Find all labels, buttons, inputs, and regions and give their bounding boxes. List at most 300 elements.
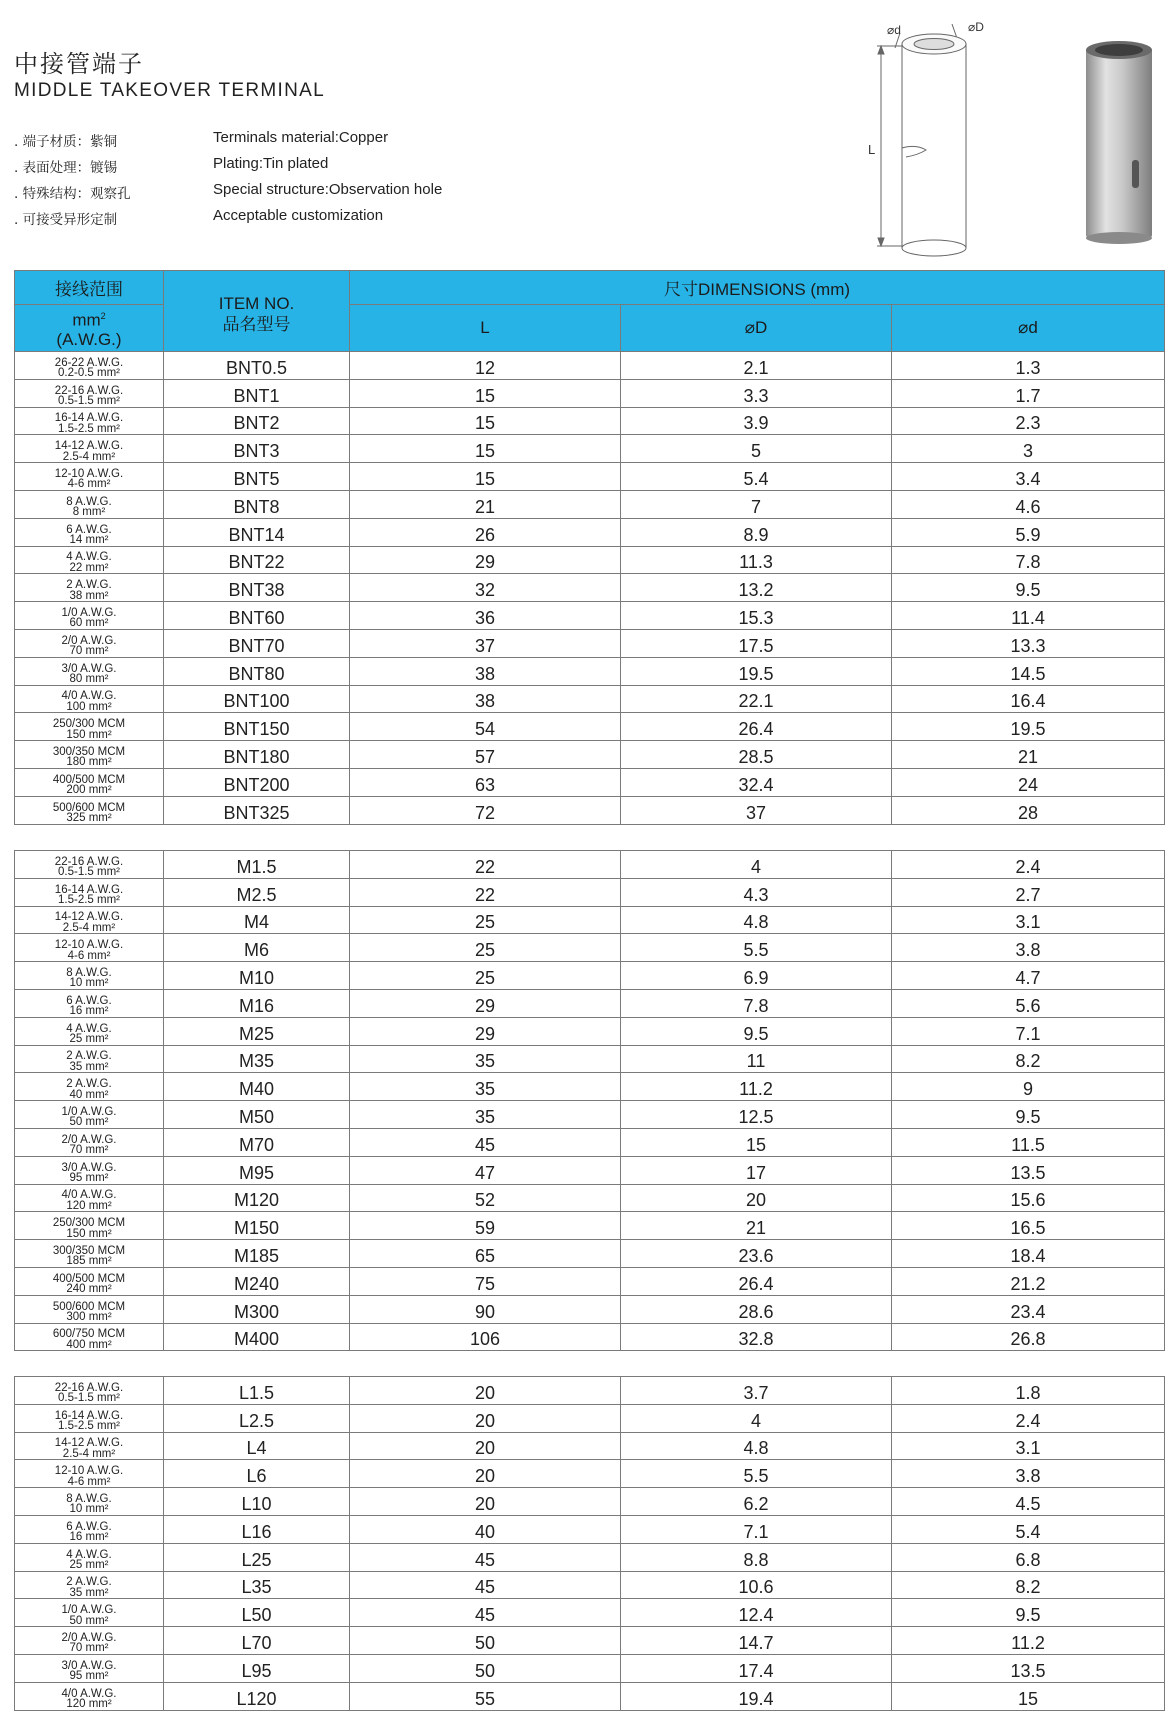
- table-row: [15, 490, 1165, 518]
- mm-value: 150 mm²: [66, 728, 112, 741]
- inner-diameter-cell: 2.4: [892, 1404, 1165, 1432]
- outer-diameter-cell: 15: [621, 1128, 892, 1156]
- length-cell: 36: [350, 602, 621, 630]
- terminal-dimension-diagram: [860, 8, 1000, 258]
- length-cell: 15: [350, 379, 621, 407]
- outer-diameter-cell: 37: [621, 796, 892, 824]
- item-no-cell: BNT5: [164, 463, 350, 491]
- outer-diameter-cell: 21: [621, 1212, 892, 1240]
- outer-diameter-cell: 19.4: [621, 1682, 892, 1710]
- header-range-unit: [15, 305, 164, 352]
- item-no-cell: M150: [164, 1212, 350, 1240]
- table-row: [15, 435, 1165, 463]
- table-row: [15, 1627, 1165, 1655]
- item-no-cell: M185: [164, 1240, 350, 1268]
- spec-en-1: Terminals material:Copper: [213, 129, 389, 146]
- item-no-cell: BNT14: [164, 518, 350, 546]
- outer-diameter-cell: 6.2: [621, 1488, 892, 1516]
- inner-diameter-cell: 2.3: [892, 407, 1165, 435]
- awg-value: 22-16 A.W.G.: [54, 855, 124, 868]
- outer-diameter-cell: 5.5: [621, 934, 892, 962]
- length-cell: 54: [350, 713, 621, 741]
- wire-range-cell: [15, 602, 164, 630]
- awg-value: 2 A.W.G.: [66, 1576, 112, 1589]
- dimension-table-m: [14, 850, 1165, 1351]
- item-no-cell: L4: [164, 1432, 350, 1460]
- header-col-d: ⌀d: [892, 305, 1165, 352]
- outer-diameter-cell: 4.8: [621, 1432, 892, 1460]
- table-row: [15, 685, 1165, 713]
- awg-value: 2 A.W.G.: [66, 579, 112, 592]
- item-no-cell: L50: [164, 1599, 350, 1627]
- mm-value: 60 mm²: [69, 617, 109, 630]
- mm-value: 38 mm²: [69, 589, 109, 602]
- item-no-cell: BNT8: [164, 490, 350, 518]
- table-body: [15, 1377, 1165, 1711]
- inner-diameter-cell: 3.8: [892, 1460, 1165, 1488]
- mm-value: 4-6 mm²: [67, 949, 111, 962]
- awg-value: 16-14 A.W.G.: [54, 1409, 124, 1422]
- table-row: [15, 657, 1165, 685]
- mm-value: 240 mm²: [66, 1283, 112, 1296]
- outer-diameter-cell: 5: [621, 435, 892, 463]
- awg-value: 400/500 MCM: [52, 773, 126, 786]
- outer-diameter-cell: 4.8: [621, 906, 892, 934]
- header-range-cn: 接线范围: [15, 271, 164, 305]
- item-no-cell: M120: [164, 1184, 350, 1212]
- wire-range-cell: [15, 851, 164, 879]
- inner-diameter-cell: 13.3: [892, 629, 1165, 657]
- terminal-product-photo: [1080, 38, 1158, 248]
- inner-diameter-cell: 9: [892, 1073, 1165, 1101]
- outer-diameter-cell: 7.8: [621, 989, 892, 1017]
- inner-diameter-cell: 7.8: [892, 546, 1165, 574]
- length-cell: 25: [350, 906, 621, 934]
- length-cell: 45: [350, 1571, 621, 1599]
- outer-diameter-cell: 6.9: [621, 962, 892, 990]
- outer-diameter-cell: 17.5: [621, 629, 892, 657]
- wire-range-cell: [15, 1017, 164, 1045]
- inner-diameter-cell: 15.6: [892, 1184, 1165, 1212]
- outer-diameter-cell: 11.3: [621, 546, 892, 574]
- wire-range-cell: [15, 1432, 164, 1460]
- length-cell: 20: [350, 1460, 621, 1488]
- item-no-cell: L35: [164, 1571, 350, 1599]
- item-no-cell: BNT200: [164, 768, 350, 796]
- inner-diameter-cell: 28: [892, 796, 1165, 824]
- item-no-cell: BNT0.5: [164, 352, 350, 380]
- item-no-cell: M50: [164, 1101, 350, 1129]
- awg-value: 22-16 A.W.G.: [54, 1381, 124, 1394]
- awg-value: 4 A.W.G.: [66, 551, 112, 564]
- mm-value: 325 mm²: [66, 812, 112, 825]
- length-cell: 45: [350, 1599, 621, 1627]
- table-row: [15, 851, 1165, 879]
- inner-diameter-cell: 13.5: [892, 1156, 1165, 1184]
- table-body: [15, 851, 1165, 1351]
- outer-diameter-cell: 13.2: [621, 574, 892, 602]
- diagram-label-d: ⌀d: [887, 23, 901, 37]
- wire-range-cell: [15, 934, 164, 962]
- wire-range-cell: [15, 1184, 164, 1212]
- outer-diameter-cell: 23.6: [621, 1240, 892, 1268]
- awg-value: 3/0 A.W.G.: [61, 1659, 117, 1672]
- wire-range-cell: [15, 1488, 164, 1516]
- outer-diameter-cell: 4.3: [621, 878, 892, 906]
- spec-cn-2: . 表面处理：镀锡: [14, 160, 118, 176]
- table-row: [15, 1295, 1165, 1323]
- wire-range-cell: [15, 1295, 164, 1323]
- awg-value: 300/350 MCM: [52, 745, 126, 758]
- awg-value: 3/0 A.W.G.: [61, 662, 117, 675]
- mm-value: 0.2-0.5 mm²: [58, 367, 120, 380]
- awg-value: 14-12 A.W.G.: [54, 911, 124, 924]
- item-no-cell: M400: [164, 1323, 350, 1351]
- table-row: [15, 1488, 1165, 1516]
- awg-value: 2 A.W.G.: [66, 1078, 112, 1091]
- awg-value: 2/0 A.W.G.: [61, 1133, 117, 1146]
- mm-value: 10 mm²: [69, 1503, 109, 1516]
- item-no-cell: BNT325: [164, 796, 350, 824]
- length-cell: 32: [350, 574, 621, 602]
- outer-diameter-cell: 10.6: [621, 1571, 892, 1599]
- table-row: [15, 906, 1165, 934]
- item-no-cell: BNT38: [164, 574, 350, 602]
- table-row: [15, 934, 1165, 962]
- table-row: [15, 1432, 1165, 1460]
- item-no-cell: BNT70: [164, 629, 350, 657]
- wire-range-cell: [15, 1323, 164, 1351]
- awg-value: 2 A.W.G.: [66, 1050, 112, 1063]
- inner-diameter-cell: 18.4: [892, 1240, 1165, 1268]
- wire-range-cell: [15, 1240, 164, 1268]
- inner-diameter-cell: 13.5: [892, 1654, 1165, 1682]
- inner-diameter-cell: 21.2: [892, 1267, 1165, 1295]
- item-no-cell: L70: [164, 1627, 350, 1655]
- table-row: [15, 1240, 1165, 1268]
- length-cell: 12: [350, 352, 621, 380]
- mm-value: 50 mm²: [69, 1116, 109, 1129]
- length-cell: 15: [350, 463, 621, 491]
- awg-value: 8 A.W.G.: [66, 495, 112, 508]
- item-no-cell: M70: [164, 1128, 350, 1156]
- mm-value: 22 mm²: [69, 561, 109, 574]
- mm-value: 1.5-2.5 mm²: [58, 1420, 120, 1433]
- wire-range-cell: [15, 1128, 164, 1156]
- table-row: [15, 1515, 1165, 1543]
- table-row: [15, 463, 1165, 491]
- mm-value: 25 mm²: [69, 1559, 109, 1572]
- wire-range-cell: [15, 1682, 164, 1710]
- outer-diameter-cell: 8.8: [621, 1543, 892, 1571]
- wire-range-cell: [15, 1101, 164, 1129]
- item-no-cell: M35: [164, 1045, 350, 1073]
- wire-range-cell: [15, 435, 164, 463]
- length-cell: 29: [350, 1017, 621, 1045]
- awg-value: 3/0 A.W.G.: [61, 1161, 117, 1174]
- header-item-en: ITEM NO.: [218, 294, 295, 313]
- awg-value: 600/750 MCM: [52, 1328, 126, 1341]
- wire-range-cell: [15, 741, 164, 769]
- awg-value: 4 A.W.G.: [66, 1548, 112, 1561]
- inner-diameter-cell: 4.5: [892, 1488, 1165, 1516]
- table-row: [15, 1599, 1165, 1627]
- length-cell: 35: [350, 1101, 621, 1129]
- length-cell: 15: [350, 435, 621, 463]
- wire-range-cell: [15, 629, 164, 657]
- mm-value: 1.5-2.5 mm²: [58, 422, 120, 435]
- spec-en-2: Plating:Tin plated: [213, 155, 329, 172]
- outer-diameter-cell: 17.4: [621, 1654, 892, 1682]
- outer-diameter-cell: 32.8: [621, 1323, 892, 1351]
- outer-diameter-cell: 22.1: [621, 685, 892, 713]
- awg-value: 400/500 MCM: [52, 1272, 126, 1285]
- wire-range-cell: [15, 1515, 164, 1543]
- table-row: [15, 352, 1165, 380]
- outer-diameter-cell: 14.7: [621, 1627, 892, 1655]
- mm-value: 100 mm²: [66, 700, 112, 713]
- wire-range-cell: [15, 962, 164, 990]
- spec-en-3: Special structure:Observation hole: [213, 181, 443, 198]
- outer-diameter-cell: 26.4: [621, 713, 892, 741]
- mm-value: 2.5-4 mm²: [62, 450, 116, 463]
- awg-value: 2/0 A.W.G.: [61, 1631, 117, 1644]
- length-cell: 20: [350, 1432, 621, 1460]
- item-no-cell: BNT180: [164, 741, 350, 769]
- table-row: [15, 1212, 1165, 1240]
- mm-value: 200 mm²: [66, 784, 112, 797]
- inner-diameter-cell: 11.4: [892, 602, 1165, 630]
- inner-diameter-cell: 3: [892, 435, 1165, 463]
- length-cell: 63: [350, 768, 621, 796]
- awg-value: 12-10 A.W.G.: [54, 1465, 124, 1478]
- length-cell: 106: [350, 1323, 621, 1351]
- inner-diameter-cell: 15: [892, 1682, 1165, 1710]
- item-no-cell: M10: [164, 962, 350, 990]
- table-row: [15, 962, 1165, 990]
- inner-diameter-cell: 4.6: [892, 490, 1165, 518]
- table-row: [15, 878, 1165, 906]
- inner-diameter-cell: 21: [892, 741, 1165, 769]
- length-cell: 50: [350, 1627, 621, 1655]
- wire-range-cell: [15, 713, 164, 741]
- inner-diameter-cell: 14.5: [892, 657, 1165, 685]
- table-row: [15, 379, 1165, 407]
- awg-value: 4/0 A.W.G.: [61, 690, 117, 703]
- wire-range-cell: [15, 518, 164, 546]
- length-cell: 26: [350, 518, 621, 546]
- item-no-cell: L2.5: [164, 1404, 350, 1432]
- length-cell: 22: [350, 878, 621, 906]
- item-no-cell: BNT150: [164, 713, 350, 741]
- table-row: [15, 1267, 1165, 1295]
- inner-diameter-cell: 19.5: [892, 713, 1165, 741]
- item-no-cell: L120: [164, 1682, 350, 1710]
- inner-diameter-cell: 4.7: [892, 962, 1165, 990]
- mm-value: 10 mm²: [69, 977, 109, 990]
- inner-diameter-cell: 3.8: [892, 934, 1165, 962]
- wire-range-cell: [15, 1404, 164, 1432]
- awg-value: 6 A.W.G.: [66, 1520, 112, 1533]
- mm-value: 8 mm²: [72, 506, 106, 519]
- header-range-sup: 2: [100, 311, 106, 322]
- table-row: [15, 1571, 1165, 1599]
- inner-diameter-cell: 3.1: [892, 1432, 1165, 1460]
- length-cell: 72: [350, 796, 621, 824]
- wire-range-cell: [15, 989, 164, 1017]
- outer-diameter-cell: 32.4: [621, 768, 892, 796]
- wire-range-cell: [15, 1460, 164, 1488]
- dimension-table-l: [14, 1376, 1165, 1711]
- wire-range-cell: [15, 1267, 164, 1295]
- inner-diameter-cell: 26.8: [892, 1323, 1165, 1351]
- table-row: [15, 1128, 1165, 1156]
- awg-value: 16-14 A.W.G.: [54, 883, 124, 896]
- item-no-cell: BNT1: [164, 379, 350, 407]
- wire-range-cell: [15, 796, 164, 824]
- outer-diameter-cell: 4: [621, 851, 892, 879]
- item-no-cell: BNT22: [164, 546, 350, 574]
- wire-range-cell: [15, 352, 164, 380]
- inner-diameter-cell: 7.1: [892, 1017, 1165, 1045]
- length-cell: 21: [350, 490, 621, 518]
- inner-diameter-cell: 16.4: [892, 685, 1165, 713]
- length-cell: 65: [350, 1240, 621, 1268]
- outer-diameter-cell: 9.5: [621, 1017, 892, 1045]
- item-no-cell: L16: [164, 1515, 350, 1543]
- length-cell: 50: [350, 1654, 621, 1682]
- outer-diameter-cell: 4: [621, 1404, 892, 1432]
- table-row: [15, 1404, 1165, 1432]
- dimension-table-bnt: [14, 270, 1165, 825]
- mm-value: 2.5-4 mm²: [62, 1447, 116, 1460]
- item-no-cell: M240: [164, 1267, 350, 1295]
- outer-diameter-cell: 2.1: [621, 352, 892, 380]
- mm-value: 70 mm²: [69, 1144, 109, 1157]
- length-cell: 15: [350, 407, 621, 435]
- mm-value: 70 mm²: [69, 1642, 109, 1655]
- spec-cn-1: . 端子材质：紫铜: [14, 134, 118, 150]
- length-cell: 47: [350, 1156, 621, 1184]
- item-no-cell: M16: [164, 989, 350, 1017]
- table-row: [15, 1184, 1165, 1212]
- inner-diameter-cell: 1.8: [892, 1377, 1165, 1405]
- table-row: [15, 1017, 1165, 1045]
- wire-range-cell: [15, 1156, 164, 1184]
- awg-value: 500/600 MCM: [52, 801, 126, 814]
- outer-diameter-cell: 17: [621, 1156, 892, 1184]
- mm-value: 35 mm²: [69, 1586, 109, 1599]
- length-cell: 38: [350, 657, 621, 685]
- header-col-D: ⌀D: [621, 305, 892, 352]
- length-cell: 45: [350, 1128, 621, 1156]
- table-row: [15, 407, 1165, 435]
- table-row: [15, 1323, 1165, 1351]
- wire-range-cell: [15, 1571, 164, 1599]
- item-no-cell: M4: [164, 906, 350, 934]
- table-row: [15, 1073, 1165, 1101]
- wire-range-cell: [15, 490, 164, 518]
- mm-value: 0.5-1.5 mm²: [58, 395, 120, 408]
- length-cell: 37: [350, 629, 621, 657]
- item-no-cell: BNT100: [164, 685, 350, 713]
- mm-value: 0.5-1.5 mm²: [58, 866, 120, 879]
- mm-value: 14 mm²: [69, 534, 109, 547]
- inner-diameter-cell: 1.3: [892, 352, 1165, 380]
- mm-value: 16 mm²: [69, 1531, 109, 1544]
- inner-diameter-cell: 24: [892, 768, 1165, 796]
- inner-diameter-cell: 5.6: [892, 989, 1165, 1017]
- outer-diameter-cell: 3.7: [621, 1377, 892, 1405]
- awg-value: 1/0 A.W.G.: [61, 1604, 117, 1617]
- mm-value: 80 mm²: [69, 673, 109, 686]
- outer-diameter-cell: 5.4: [621, 463, 892, 491]
- inner-diameter-cell: 11.2: [892, 1627, 1165, 1655]
- mm-value: 0.5-1.5 mm²: [58, 1392, 120, 1405]
- mm-value: 50 mm²: [69, 1614, 109, 1627]
- table-row: [15, 989, 1165, 1017]
- item-no-cell: M2.5: [164, 878, 350, 906]
- outer-diameter-cell: 12.4: [621, 1599, 892, 1627]
- table-row: [15, 1101, 1165, 1129]
- inner-diameter-cell: 1.7: [892, 379, 1165, 407]
- mm-value: 300 mm²: [66, 1311, 112, 1324]
- table-row: [15, 741, 1165, 769]
- header-col-L: L: [350, 305, 621, 352]
- table-row: [15, 768, 1165, 796]
- inner-diameter-cell: 2.4: [892, 851, 1165, 879]
- wire-range-cell: [15, 685, 164, 713]
- spec-en-4: Acceptable customization: [213, 207, 384, 224]
- item-no-cell: BNT80: [164, 657, 350, 685]
- outer-diameter-cell: 19.5: [621, 657, 892, 685]
- table-row: [15, 796, 1165, 824]
- mm-value: 16 mm²: [69, 1005, 109, 1018]
- outer-diameter-cell: 7: [621, 490, 892, 518]
- inner-diameter-cell: 8.2: [892, 1571, 1165, 1599]
- inner-diameter-cell: 3.4: [892, 463, 1165, 491]
- mm-value: 25 mm²: [69, 1033, 109, 1046]
- inner-diameter-cell: 9.5: [892, 1599, 1165, 1627]
- inner-diameter-cell: 5.4: [892, 1515, 1165, 1543]
- wire-range-cell: [15, 379, 164, 407]
- awg-value: 250/300 MCM: [52, 1217, 126, 1230]
- wire-range-cell: [15, 657, 164, 685]
- awg-value: 8 A.W.G.: [66, 1492, 112, 1505]
- inner-diameter-cell: 3.1: [892, 906, 1165, 934]
- awg-value: 2/0 A.W.G.: [61, 634, 117, 647]
- inner-diameter-cell: 5.9: [892, 518, 1165, 546]
- table-row: [15, 629, 1165, 657]
- item-no-cell: L25: [164, 1543, 350, 1571]
- inner-diameter-cell: 2.7: [892, 878, 1165, 906]
- mm-value: 400 mm²: [66, 1338, 112, 1351]
- awg-value: 500/600 MCM: [52, 1300, 126, 1313]
- inner-diameter-cell: 9.5: [892, 574, 1165, 602]
- header-range-awg: (A.W.G.): [56, 329, 122, 349]
- length-cell: 20: [350, 1377, 621, 1405]
- outer-diameter-cell: 28.5: [621, 741, 892, 769]
- length-cell: 59: [350, 1212, 621, 1240]
- table-row: [15, 1156, 1165, 1184]
- length-cell: 38: [350, 685, 621, 713]
- outer-diameter-cell: 15.3: [621, 602, 892, 630]
- table-body: [15, 352, 1165, 825]
- header-dimensions: 尺寸DIMENSIONS (mm): [350, 271, 1165, 305]
- item-no-cell: M6: [164, 934, 350, 962]
- awg-value: 16-14 A.W.G.: [54, 412, 124, 425]
- length-cell: 55: [350, 1682, 621, 1710]
